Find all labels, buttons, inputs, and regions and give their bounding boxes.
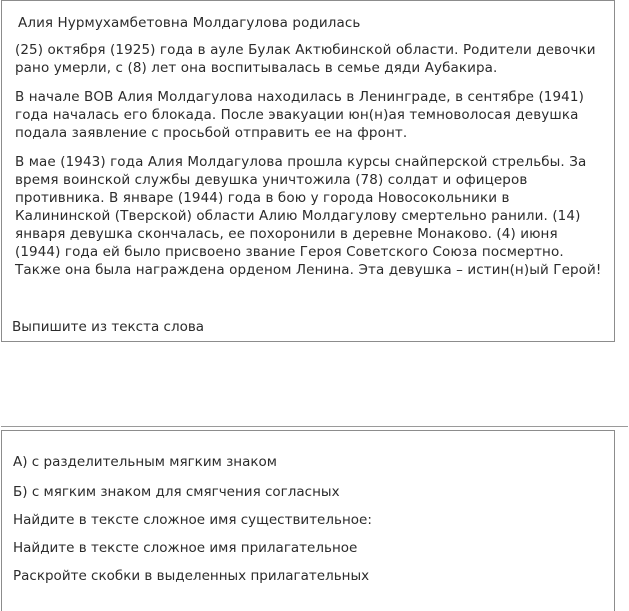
task-item-noun: Найдите в тексте сложное имя существительное:: [13, 512, 372, 528]
task-item-brackets: Раскройте скобки в выделенных прилагательных: [13, 568, 370, 584]
task-item-b: Б) с мягким знаком для смягчения согласных: [13, 484, 340, 500]
task-item-adj: Найдите в тексте сложное имя прилагательное: [13, 540, 358, 556]
task-label: Выпишите из текста слова: [12, 319, 205, 335]
task-item-a: А) с разделительным мягким знаком: [13, 454, 277, 470]
divider: [1, 426, 628, 427]
paragraph-1: (25) октября (1925) года в ауле Булак Актюбинской области. Родители девочки рано умерли, с (8) лет она воспитывалась в семье дяди Аубакира.: [15, 42, 596, 76]
paragraph-2: В начале ВОВ Алия Молдагулова находилась в Ленинграде, в сентябре (1941) года началась его блокада. После эвакуации юн(н)ая темноволосая девушка подала заявление с просьбой отправить ее на фронт.: [15, 89, 584, 141]
paragraph-3: В мае (1943) года Алия Молдагулова прошла курсы снайперской стрельбы. За время воинской службы девушка уничтожила (78) солдат и офицеров противника. В январе (1944) года в бою у города Новосокольники в Калининской (Тверской) области Алию Молдагулову смертельно ранили. (14) января девушка скончалась, ее похоронили в деревне Монаково. (4) июня (1944) года ей было присвоено звание Героя Советского Союза посмертно. Также она была награждена орденом Ленина. Эта девушка – истин(н)ый Герой!: [15, 154, 602, 278]
task-list: [13, 483, 372, 595]
text-card: [1, 0, 615, 342]
document-title: Алия Нурмухамбетовна Молдагулова родилась: [18, 15, 361, 31]
